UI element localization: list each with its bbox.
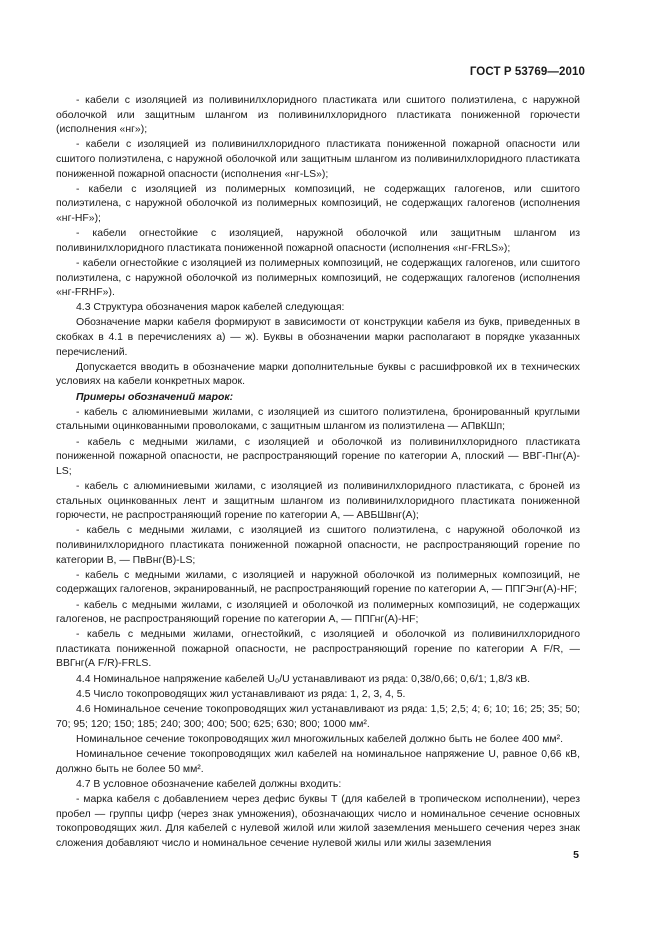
paragraph: - кабели с изоляцией из поливинилхлоридного пластиката пониженной пожарной опасности или сшитого полиэтилена, с наружной оболочкой или защитным шлангом из поливинилхлоридного пластиката пониженной пожарной опасности (исполнения «нг-LS»); bbox=[56, 139, 580, 180]
paragraph: - кабель с медными жилами, с изоляцией и оболочкой из поливинилхлоридного пластиката пониженной пожарной опасности, не распространяющий горение по категории А, плоский — ВВГ-Пнг(А)-LS; bbox=[56, 436, 580, 477]
paragraph: Номинальное сечение токопроводящих жил многожильных кабелей должно быть не более 400 мм². bbox=[76, 733, 563, 745]
section-heading: 4.4 Номинальное напряжение кабелей U₀/U устанавливают из ряда: 0,38/0,66; 0,6/1; 1,8/3 кВ. bbox=[76, 673, 531, 685]
paragraph: - кабель с алюминиевыми жилами, с изоляцией из сшитого полиэтилена, бронированный круглыми стальными оцинкованными проволоками, с защитным шлангом из полиэтилена — АПвКШп; bbox=[56, 406, 580, 433]
paragraph: - кабель с медными жилами, с изоляцией и наружной оболочкой из полимерных композиций, не содержащих галогенов, экранированный, не распространяющий горение по категории А, — ППГЭнг(А)-HF; bbox=[56, 569, 580, 596]
page-number: 5 bbox=[573, 849, 579, 861]
paragraph: - кабели с изоляцией из полимерных композиций, не содержащих галогенов, или сшитого полиэтилена, с наружной оболочкой из полимерных композиций, не содержащих галогенов (исполнения «нг-HF»); bbox=[56, 183, 580, 224]
paragraph: - кабель с медными жилами, с изоляцией и оболочкой из полимерных композиций, не содержащих галогенов, не распространяющий горение по категории А, — ППГнг(А)-HF; bbox=[56, 599, 580, 626]
paragraph: Номинальное сечение токопроводящих жил кабелей на номинальное напряжение U, равное 0,66 кВ, должно быть не более 50 мм². bbox=[56, 749, 580, 775]
paragraph: Допускается вводить в обозначение марки дополнительные буквы с расшифровкой их в технических условиях на кабели конкретных марок. bbox=[56, 361, 580, 388]
paragraph: - кабель с медными жилами, с изоляцией из сшитого полиэтилена, с наружной оболочкой из поливинилхлоридного пластиката пониженной пожарной опасности, не распространяющий горение по категории В, — ПвВнг(В)-LS; bbox=[56, 525, 580, 566]
section-heading: 4.7 В условное обозначение кабелей должны входить: bbox=[76, 778, 342, 790]
paragraph: - кабель с алюминиевыми жилами, с изоляцией из поливинилхлоридного пластиката, с броней из стальных оцинкованных лент и защитным шлангом из поливинилхлоридного пластиката пониженной горючести, не распространяющий горение по категории А, — АВБШвнг(А); bbox=[56, 480, 580, 522]
document-body bbox=[56, 94, 580, 852]
section-heading: 4.6 Номинальное сечение токопроводящих жил устанавливают из ряда: 1,5; 2,5; 4; 6; 10; 16; 25; 35; 50; 70; 95; 120; 150; 185; 240; 300; 400; 500; 625; 630; 800; 1000 мм². bbox=[56, 704, 580, 730]
paragraph: - кабели огнестойкие с изоляцией из полимерных композиций, не содержащих галогенов, или сшитого полиэтилена, с наружной оболочкой из полимерных композиций, не содержащих галогенов (исполнения «нг-FRHF»). bbox=[56, 257, 580, 299]
paragraph: - кабели с изоляцией из поливинилхлоридного пластиката или сшитого полиэтилена, с наружной оболочкой или защитным шлангом из поливинилхлоридного пластиката пониженной горючести (исполнения «нг»); bbox=[56, 95, 580, 136]
section-heading: 4.5 Число токопроводящих жил устанавливают из ряда: 1, 2, 3, 4, 5. bbox=[76, 688, 406, 700]
paragraph: - кабель с медными жилами, огнестойкий, с изоляцией и оболочкой из поливинилхлоридного пластиката пониженной пожарной опасности, не распространяющий горение по категории А F/R, — ВВГнг(А F/R)-FRLS. bbox=[56, 629, 580, 670]
section-heading: 4.3 Структура обозначения марок кабелей следующая: bbox=[76, 302, 345, 314]
document-header: ГОСТ Р 53769—2010 bbox=[469, 66, 585, 78]
paragraph: - марка кабеля с добавлением через дефис буквы Т (для кабелей в тропическом исполнении), через пробел — группы цифр (через знак умножения), обозначающих число и номинальное сечение основных токопроводящих жил. Для кабелей с нулевой жилой или жилой заземления меньшего сечения через знак сложения добавляют число и номинальное сечение нулевой жилы или жилы заземления bbox=[56, 793, 580, 849]
paragraph: Обозначение марки кабеля формируют в зависимости от конструкции кабеля из букв, приведенных в скобках в 4.1 в перечислениях а) — ж). Буквы в обозначении марки располагают в порядке указанных перечислений. bbox=[56, 317, 580, 358]
paragraph: - кабели огнестойкие с изоляцией, наружной оболочкой или защитным шлангом из поливинилхлоридного пластиката пониженной пожарной опасности (исполнения «нг-FRLS»); bbox=[56, 228, 580, 254]
examples-heading: Примеры обозначений марок: bbox=[76, 391, 234, 403]
